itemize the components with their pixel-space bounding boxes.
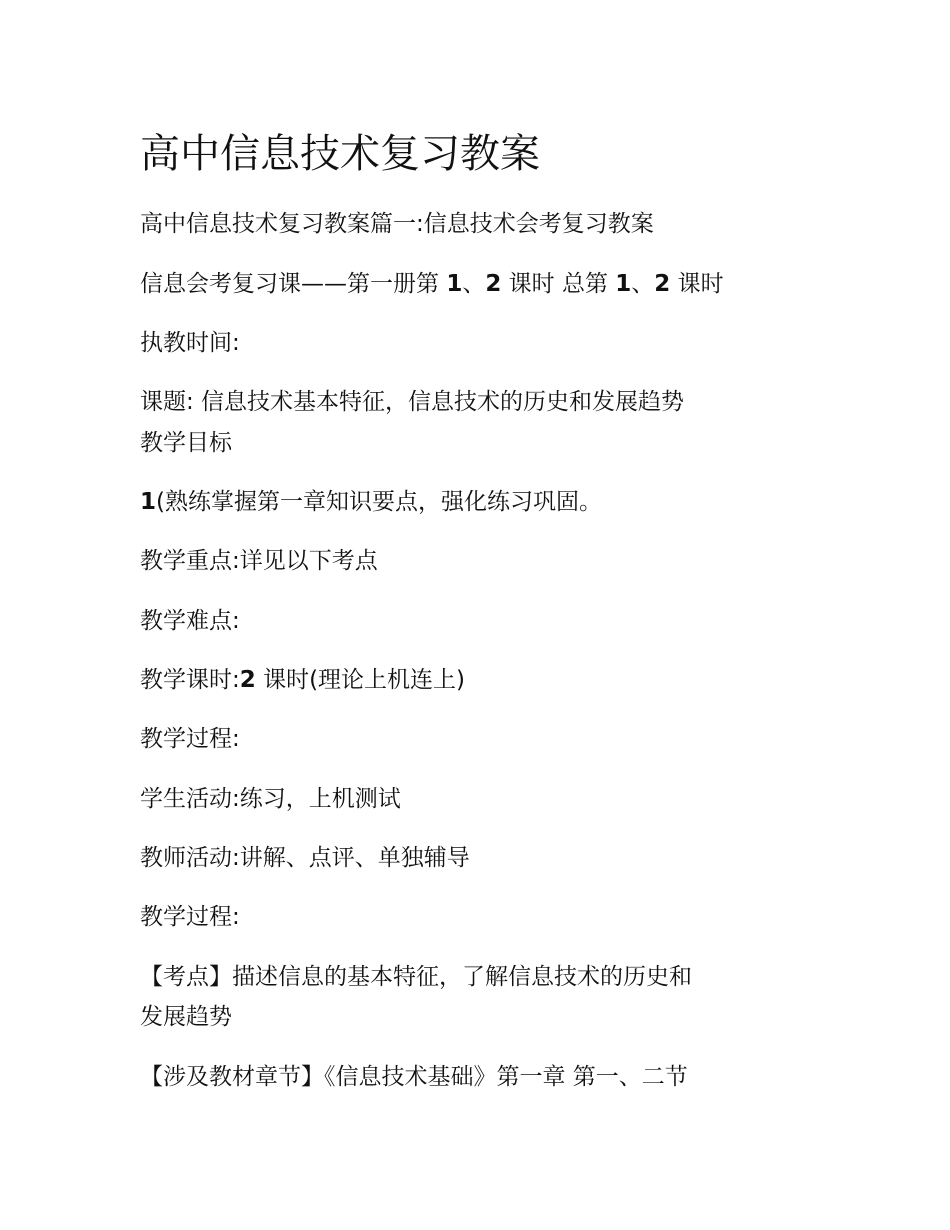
class-hours (140, 664, 465, 696)
exam-point-line-1: 【考点】描述信息的基本特征，了解信息技术的历史和 (140, 964, 692, 990)
exam-point-line-2: 发展趋势 (140, 1004, 232, 1030)
teaching-process-heading-2: 教学过程: (140, 904, 240, 930)
student-activity: 学生活动:练习，上机测试 (140, 786, 401, 812)
class-hours-text: 课时(理论上机连上) (255, 667, 466, 693)
document-title: 高中信息技术复习教案 (140, 131, 540, 177)
course-line-text: 课时 总第 (501, 271, 616, 297)
difficult-points: 教学难点: (140, 608, 240, 634)
goal-item-text: (熟练掌握第一章知识要点，强化练习巩固。 (156, 489, 602, 515)
key-points: 教学重点:详见以下考点 (140, 548, 378, 574)
goal-item (140, 486, 602, 518)
lesson-topic: 课题: 信息技术基本特征，信息技术的历史和发展趋势 (140, 389, 685, 415)
course-line-number: 1 (446, 271, 463, 297)
chapter-reference: 【涉及教材章节】《信息技术基础》第一章 第一、二节 (140, 1064, 688, 1090)
goal-heading: 教学目标 (140, 430, 232, 456)
course-line-text: 信息会考复习课——第一册第 (140, 271, 447, 297)
teach-time: 执教时间: (140, 330, 240, 356)
goal-item-number: 1 (140, 489, 157, 515)
course-line-separator: 、 (462, 271, 486, 297)
class-hours-label: 教学课时: (140, 667, 240, 693)
teaching-process-heading: 教学过程: (140, 726, 240, 752)
course-line (140, 268, 724, 300)
course-line-separator: 、 (631, 271, 655, 297)
course-line-text: 课时 (670, 271, 724, 297)
class-hours-number: 2 (239, 667, 256, 693)
course-line-number: 1 (615, 271, 632, 297)
course-line-number: 2 (485, 271, 502, 297)
teacher-activity: 教师活动:讲解、点评、单独辅导 (140, 845, 470, 871)
course-line-number: 2 (654, 271, 671, 297)
document-subtitle: 高中信息技术复习教案篇一:信息技术会考复习教案 (140, 211, 654, 237)
